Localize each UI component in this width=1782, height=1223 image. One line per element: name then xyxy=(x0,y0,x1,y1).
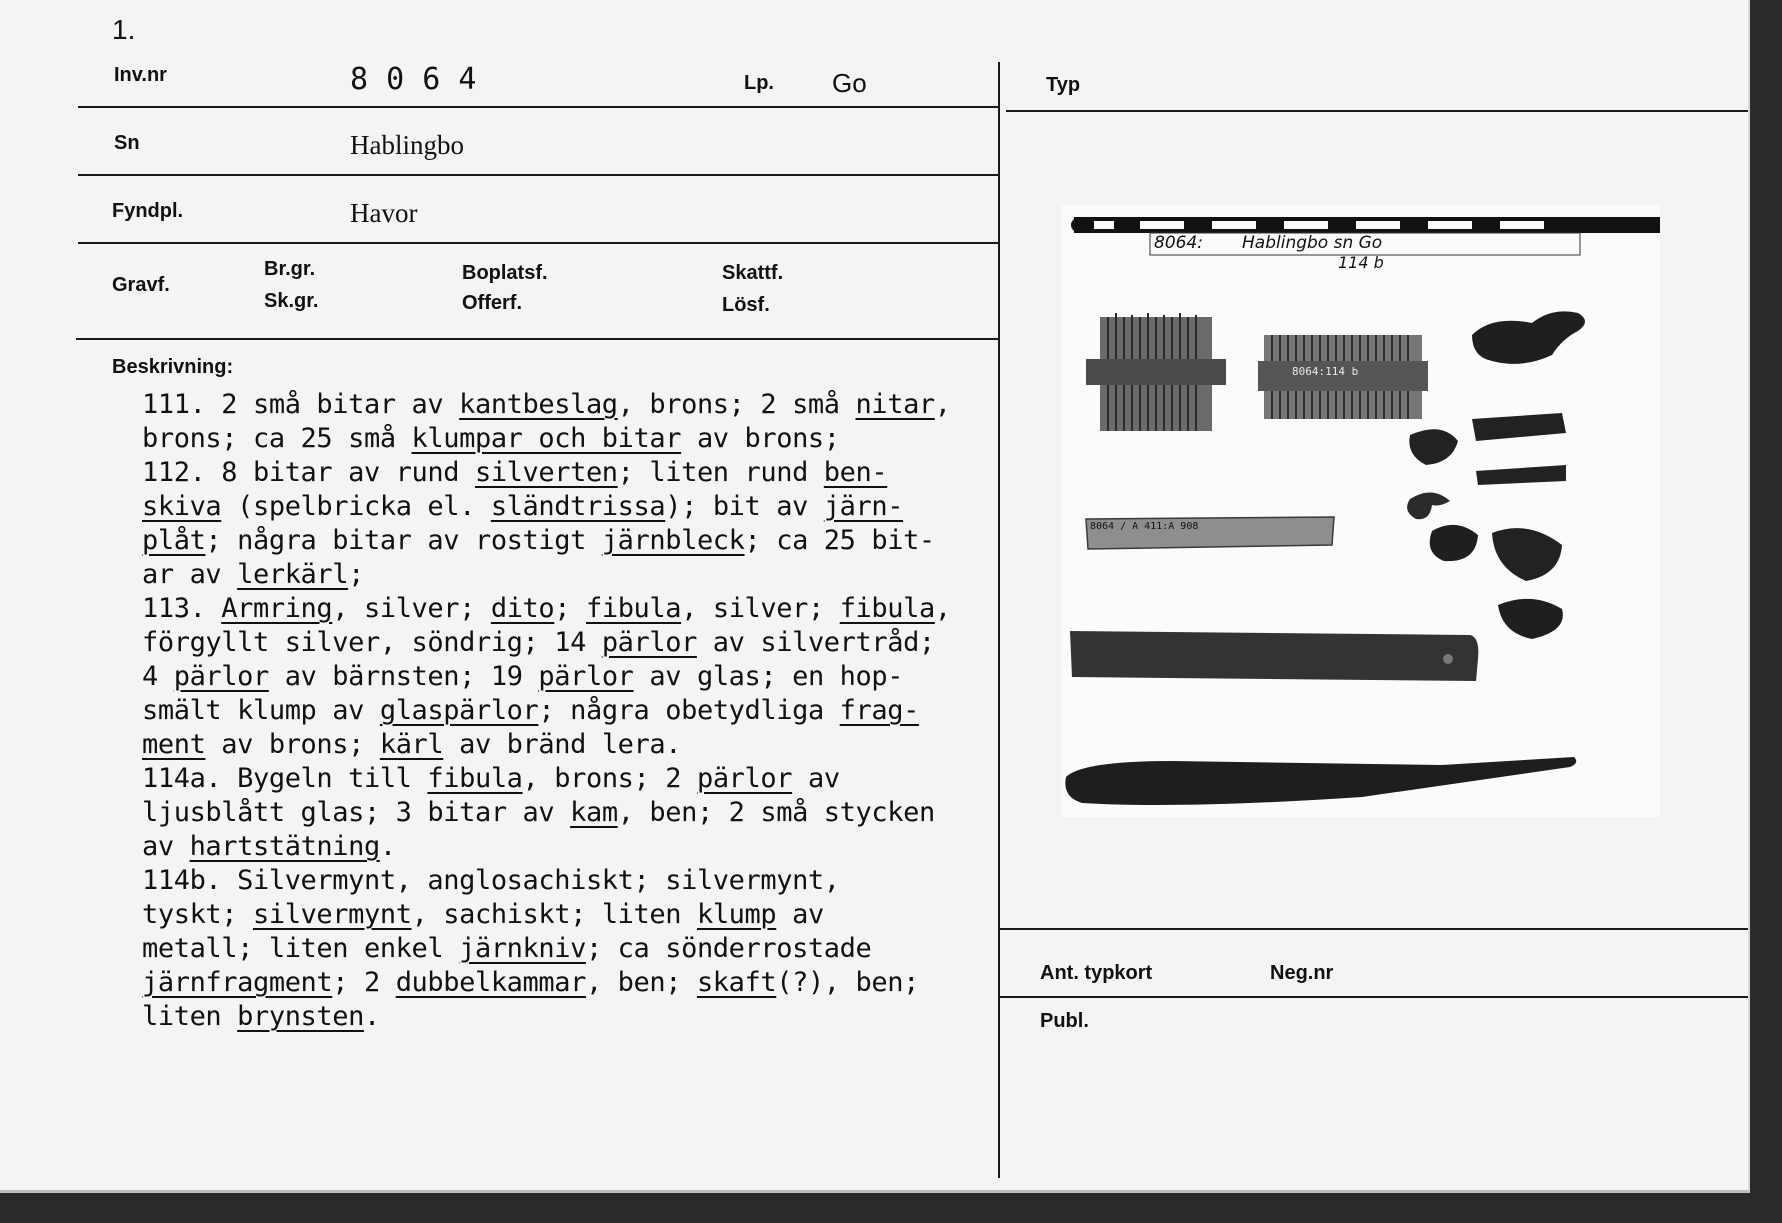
description-segment: (spelbricka el. xyxy=(221,491,491,522)
underlined-term: järn- xyxy=(823,491,904,522)
underlined-term: skiva xyxy=(142,491,222,522)
underlined-term: sländtrissa xyxy=(490,491,666,522)
underlined-term: brynsten xyxy=(237,1001,364,1032)
underlined-term: pärlor xyxy=(601,627,697,658)
description-segment: ; några obetydliga xyxy=(538,695,840,726)
description-segment: , ben; xyxy=(585,967,697,998)
sn-label: Sn xyxy=(114,132,140,154)
description-segment: . xyxy=(379,831,396,862)
neg-nr-label: Neg.nr xyxy=(1270,962,1334,984)
lower-rule-2 xyxy=(1000,996,1748,998)
description-segment: , brons; 2 små xyxy=(617,389,856,420)
description-line xyxy=(142,830,1022,864)
description-segment: , sachiskt; liten xyxy=(411,899,697,930)
description-segment: förgyllt silver, söndrig; 14 xyxy=(142,627,602,658)
row-rule-1 xyxy=(78,106,1000,108)
bone-inscription: 8064 / A 411:A 908 xyxy=(1090,521,1199,532)
underlined-term: nitar xyxy=(855,389,935,420)
underlined-term: järnbleck xyxy=(601,525,745,556)
underlined-term: pärlor xyxy=(173,661,269,692)
description-line xyxy=(142,1000,1022,1034)
description-line xyxy=(142,762,1022,796)
description-segment: 114b. Silvermynt, anglosachiskt; silvermynt, xyxy=(142,865,840,896)
underlined-term: frag- xyxy=(839,695,919,726)
sn-value: Hablingbo xyxy=(350,130,464,160)
underlined-term: järnkniv xyxy=(459,933,586,964)
losf-label: Lösf. xyxy=(722,294,770,316)
description-segment: ; liten rund xyxy=(617,457,824,488)
card-number: 1. xyxy=(112,14,136,45)
description-segment: ); bit av xyxy=(665,491,824,522)
description-text xyxy=(142,388,1022,1034)
lower-rule-1 xyxy=(1000,928,1748,930)
description-segment: av xyxy=(142,831,190,862)
description-segment: 4 xyxy=(142,661,174,692)
fyndpl-label: Fyndpl. xyxy=(112,200,184,222)
underlined-term: lerkärl xyxy=(237,559,349,590)
description-segment: ; några bitar av rostigt xyxy=(205,525,602,556)
skattf-label: Skattf. xyxy=(722,262,784,284)
publ-label: Publ. xyxy=(1040,1010,1089,1032)
typ-rule xyxy=(1006,110,1748,112)
lp-label: Lp. xyxy=(744,72,774,94)
underlined-term: hartstätning xyxy=(189,831,380,862)
description-line xyxy=(142,898,1022,932)
description-segment: , xyxy=(934,593,951,624)
description-segment: tyskt; xyxy=(142,899,253,930)
sk-gr-label: Sk.gr. xyxy=(264,290,319,312)
description-line xyxy=(142,490,1022,524)
iron-fragments xyxy=(1402,295,1660,735)
ant-typkort-label: Ant. typkort xyxy=(1040,962,1153,984)
underlined-term: järnfragment xyxy=(142,967,333,998)
description-line xyxy=(142,456,1022,490)
description-segment: brons; ca 25 små xyxy=(142,423,412,454)
description-segment: 112. 8 bitar av rund xyxy=(142,457,475,488)
description-segment: av glas; en hop- xyxy=(633,661,904,692)
description-line xyxy=(142,524,1022,558)
boplatsf-label: Boplatsf. xyxy=(462,262,548,284)
underlined-term: fibula xyxy=(839,593,935,624)
underlined-term: klumpar och bitar xyxy=(411,423,682,454)
underlined-term: fibula xyxy=(427,763,523,794)
description-segment: ; 2 xyxy=(332,967,396,998)
description-segment: metall; liten enkel xyxy=(142,933,460,964)
description-segment: 113. xyxy=(142,593,222,624)
description-segment: av bränd lera. xyxy=(443,729,682,760)
photo-label-place: Hablingbo sn Go xyxy=(1242,233,1383,253)
underlined-term: silverten xyxy=(474,457,618,488)
description-segment: ; xyxy=(348,559,364,590)
underlined-term: kam xyxy=(570,797,618,828)
description-segment: 114a. Bygeln till xyxy=(142,763,428,794)
description-segment: av brons; xyxy=(205,729,380,760)
underlined-term: Armring xyxy=(221,593,333,624)
description-line xyxy=(142,864,1022,898)
underlined-term: ben- xyxy=(823,457,888,488)
beskrivning-label: Beskrivning: xyxy=(112,356,234,378)
underlined-term: fibula xyxy=(585,593,682,624)
row-rule-3 xyxy=(78,242,1000,244)
offerf-label: Offerf. xyxy=(462,292,522,314)
underlined-term: skaft xyxy=(696,967,777,998)
description-segment: , silver; xyxy=(332,593,491,624)
br-gr-label: Br.gr. xyxy=(264,258,316,280)
row-rule-2 xyxy=(78,174,1000,176)
description-line xyxy=(142,728,1022,762)
description-segment: av silvertråd; xyxy=(696,627,935,658)
gravf-label: Gravf. xyxy=(112,274,170,296)
inv-nr-value: 8 0 6 4 xyxy=(350,62,477,97)
description-line xyxy=(142,694,1022,728)
description-line xyxy=(142,660,1022,694)
description-segment: ljusblått glas; 3 bitar av xyxy=(142,797,571,828)
description-segment: , brons; 2 xyxy=(522,763,697,794)
description-segment: smält klump av xyxy=(142,695,380,726)
bone-handle xyxy=(1082,513,1338,553)
underlined-term: ment xyxy=(142,729,206,760)
photo-label-number: 8064: xyxy=(1154,233,1203,253)
description-segment: av xyxy=(792,763,840,794)
underlined-term: pärlor xyxy=(538,661,634,692)
description-line xyxy=(142,422,1022,456)
description-line xyxy=(142,558,1022,592)
fyndpl-value: Havor xyxy=(350,198,418,228)
description-segment: . xyxy=(363,1001,380,1032)
description-segment: ; ca sönderrostade xyxy=(585,933,872,964)
underlined-term: silvermynt xyxy=(253,899,412,930)
iron-knife xyxy=(1062,747,1582,811)
comb-inscription: 8064:114 b xyxy=(1292,365,1359,378)
underlined-term: glaspärlor xyxy=(379,695,539,726)
inv-nr-label: Inv.nr xyxy=(114,64,167,86)
description-segment: av xyxy=(776,899,824,930)
underlined-term: kantbeslag xyxy=(459,389,618,420)
underlined-term: klump xyxy=(696,899,777,930)
underlined-term: kärl xyxy=(379,729,444,760)
description-line xyxy=(142,966,1022,1000)
description-segment: ; ca 25 bit- xyxy=(744,525,935,556)
description-line xyxy=(142,626,1022,660)
row-rule-4 xyxy=(76,338,1000,340)
description-segment: av bärnsten; 19 xyxy=(268,661,539,692)
underlined-term: dito xyxy=(490,593,555,624)
description-line xyxy=(142,592,1022,626)
description-line xyxy=(142,932,1022,966)
description-segment: , ben; 2 små stycken xyxy=(617,797,935,828)
artifact-photo xyxy=(1062,205,1660,817)
description-segment: av brons; xyxy=(681,423,840,454)
description-segment: , silver; xyxy=(681,593,840,624)
lp-value: Go xyxy=(832,68,867,98)
photo-label-sub: 114 b xyxy=(1338,253,1384,272)
description-segment: 111. 2 små bitar av xyxy=(142,389,460,420)
underlined-term: pärlor xyxy=(696,763,793,794)
description-segment: ar av xyxy=(142,559,238,590)
description-line xyxy=(142,388,1022,422)
double-comb-1 xyxy=(1086,309,1226,439)
description-segment: ; xyxy=(554,593,586,624)
underlined-term: dubbelkammar xyxy=(395,967,586,998)
description-segment: liten xyxy=(142,1001,238,1032)
description-segment: , xyxy=(934,389,951,420)
description-line xyxy=(142,796,1022,830)
underlined-term: plåt xyxy=(142,525,206,556)
description-segment: (?), ben; xyxy=(776,967,919,998)
typ-label: Typ xyxy=(1046,74,1081,96)
